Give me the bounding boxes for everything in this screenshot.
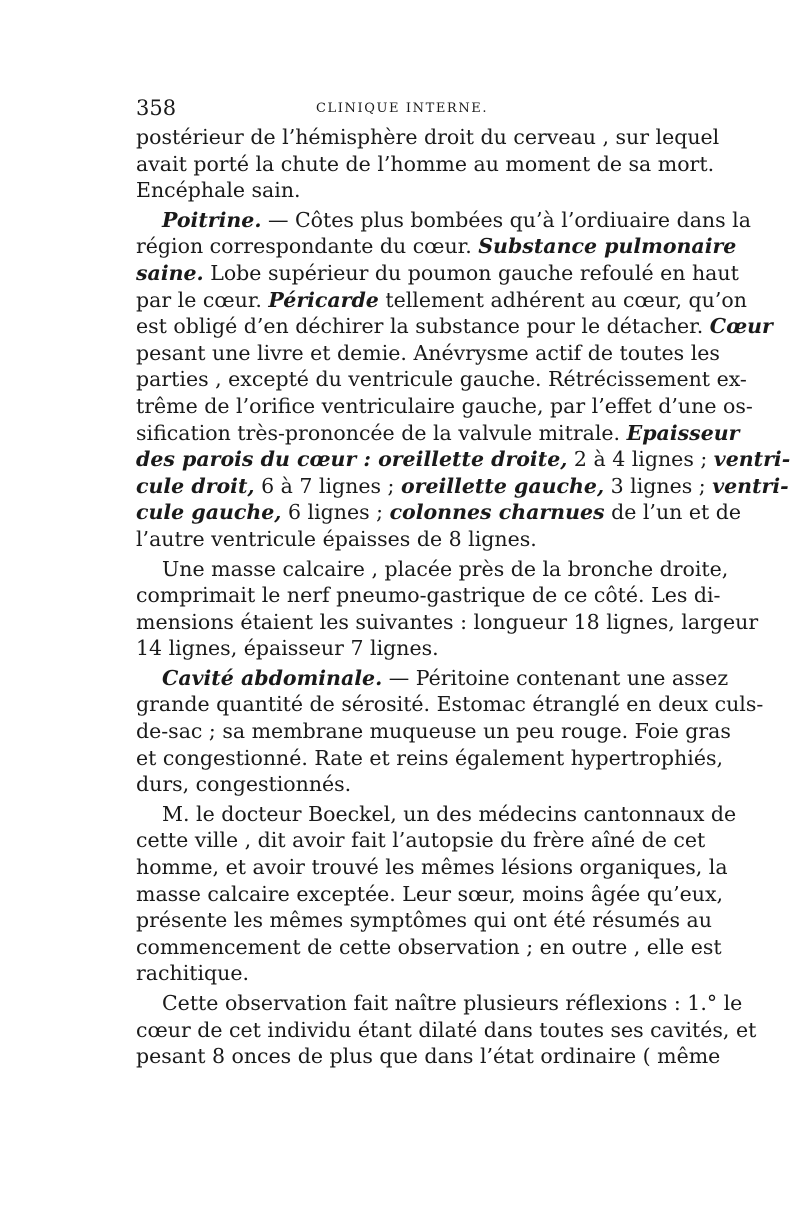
text-line (136, 260, 739, 287)
text-line (136, 1017, 757, 1044)
text-run: l’autre ventricule épaisses de 8 lignes. (136, 526, 537, 551)
text-run: Lobe supérieur du poumon gauche refoulé en haut (203, 260, 739, 285)
text-line (136, 582, 721, 609)
italic-run: Péricarde (268, 287, 379, 312)
text-run: et congestionné. Rate et reins également hypertrophiés, (136, 745, 723, 770)
italic-run: Substance pulmonaire (478, 234, 737, 259)
text-line (136, 881, 724, 908)
text-run: 3 lignes ; (604, 473, 713, 498)
text-run: mensions étaient les suivantes : longueur 18 lignes, largeur (136, 609, 759, 634)
book-page (136, 92, 791, 1070)
text-line (136, 177, 666, 204)
text-run: pesant une livre et demie. Anévrysme actif de toutes les (136, 340, 720, 365)
text-run: rachitique. (136, 961, 250, 986)
italic-run: Cavité abdominale. (162, 665, 383, 690)
text-line (136, 313, 773, 340)
text-line (136, 609, 759, 636)
text-run: 14 lignes, épaisseur 7 lignes. (136, 636, 439, 661)
text-run: M. le docteur Boeckel, un des médecins cantonnaux de (162, 801, 737, 826)
italic-run: ventri- (712, 473, 789, 498)
text-run: de-sac ; sa membrane muqueuse un peu rouge. Foie gras (136, 719, 731, 744)
text-line (136, 718, 731, 745)
text-run: Une masse calcaire , placée près de la bronche droite, (162, 556, 729, 581)
text-line (136, 499, 742, 526)
text-line (136, 854, 728, 881)
text-line (136, 151, 715, 178)
text-line (136, 526, 666, 553)
text-run: présente les mêmes symptômes qui ont été résumés au (136, 908, 712, 933)
text-run: — Péritoine contenant une assez (382, 665, 729, 690)
text-run: — Côtes plus bombées qu’à l’ordiuaire dans la (261, 207, 751, 232)
text-run: 6 à 7 lignes ; (254, 473, 401, 498)
text-run: sification très-prononcée de la valvule mitrale. (136, 420, 627, 445)
text-run: cœur de cet individu étant dilaté dans toutes ses cavités, et (136, 1017, 757, 1042)
italic-run: Poitrine. (162, 207, 262, 232)
text-line (136, 340, 720, 367)
italic-run: cule gauche, (136, 500, 282, 525)
running-title: CLINIQUE INTERNE. (316, 101, 489, 116)
text-line (136, 287, 747, 314)
text-run: par le cœur. (136, 287, 269, 312)
italic-run: colonnes charnues (389, 500, 605, 525)
italic-run: oreillette gauche, (400, 473, 605, 498)
text-line (136, 665, 729, 692)
text-line (136, 556, 729, 583)
text-line (136, 907, 712, 934)
text-run: cette ville , dit avoir fait l’autopsie du frère aîné de cet (136, 828, 706, 853)
text-run: 2 à 4 lignes ; (567, 447, 714, 472)
italic-run: ventri- (713, 447, 791, 472)
italic-run: saine. (136, 260, 204, 285)
text-line (136, 124, 720, 151)
text-run: Encéphale sain. (136, 178, 301, 203)
body-text (136, 124, 791, 1070)
running-head (136, 92, 666, 124)
text-line (136, 691, 764, 718)
text-line (136, 771, 666, 798)
text-line (136, 366, 747, 393)
text-line (136, 635, 666, 662)
text-line (136, 801, 737, 828)
page-number: 358 (136, 96, 177, 120)
text-run: postérieur de l’hémisphère droit du cerveau , sur lequel (136, 125, 720, 149)
text-run: Cette observation fait naître plusieurs réflexions : 1.° le (162, 991, 743, 1015)
text-line (136, 960, 666, 987)
text-run: région correspondante du cœur. (136, 234, 479, 259)
text-run: comprimait le nerf pneumo-gastrique de ce côté. Les di- (136, 583, 721, 608)
text-run: grande quantité de sérosité. Estomac étranglé en deux culs- (136, 692, 764, 717)
text-line (136, 233, 737, 260)
text-line (136, 1043, 721, 1070)
text-run: parties , excepté du ventricule gauche. Rétrécissement ex- (136, 367, 747, 392)
text-line (136, 207, 751, 234)
italic-run: des parois du cœur : oreillette droite, (136, 447, 568, 472)
text-run: pesant 8 onces de plus que dans l’état ordinaire ( même (136, 1044, 721, 1069)
text-run: durs, congestionnés. (136, 772, 352, 797)
italic-run: Epaisseur (626, 420, 740, 445)
text-run: commencement de cette observation ; en outre , elle est (136, 934, 722, 959)
text-line (136, 446, 791, 473)
italic-run: cule droit, (136, 473, 255, 498)
text-line (136, 827, 706, 854)
text-run: tellement adhérent au cœur, qu’on (378, 287, 747, 312)
text-line (136, 934, 722, 961)
text-run: trême de l’orifice ventriculaire gauche, par l’effet d’une os- (136, 393, 753, 418)
text-run: est obligé d’en déchirer la substance pour le détacher. (136, 314, 710, 339)
text-run: homme, et avoir trouvé les mêmes lésions organiques, la (136, 855, 728, 880)
text-line (136, 393, 753, 420)
text-line (136, 745, 723, 772)
text-run: de l’un et de (604, 500, 742, 525)
text-line (136, 990, 743, 1017)
text-run: avait porté la chute de l’homme au moment de sa mort. (136, 151, 715, 176)
text-line (136, 473, 789, 500)
italic-run: Cœur (709, 314, 773, 339)
text-run: 6 lignes ; (281, 500, 390, 525)
text-run: masse calcaire exceptée. Leur sœur, moins âgée qu’eux, (136, 881, 724, 906)
text-line (136, 420, 740, 447)
